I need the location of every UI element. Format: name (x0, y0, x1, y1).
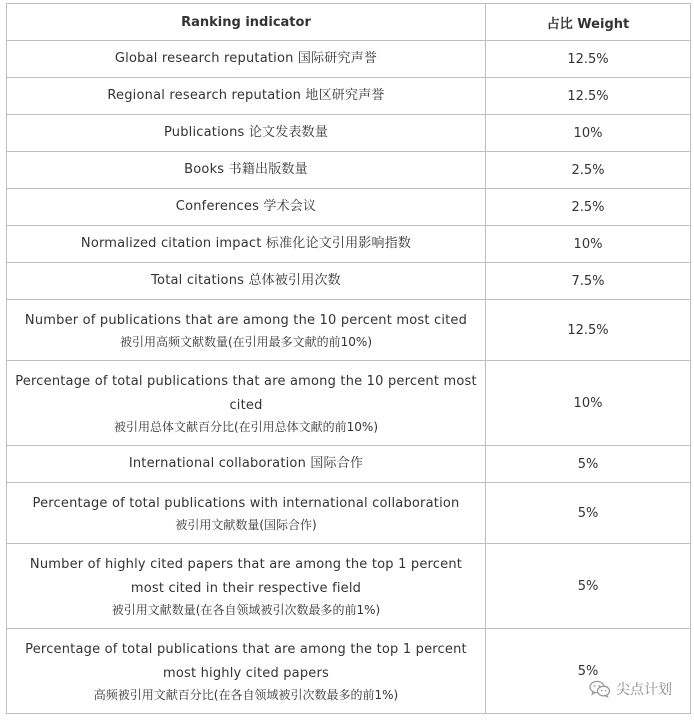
indicator-text: Number of highly cited papers that are among the top 1 percent most cited in their respective field (29, 556, 463, 596)
weight-cell: 10% (486, 115, 691, 152)
table-row (7, 544, 691, 629)
weight-cell: 12.5% (486, 41, 691, 78)
weight-cell: 10% (486, 226, 691, 263)
indicator-text: Number of publications that are among the 10 percent most cited (24, 312, 468, 328)
indicator-text: Normalized citation impact 标准化论文引用影响指数 (80, 236, 412, 251)
watermark-text: 尖点计划 (616, 682, 672, 698)
ranking-indicator-table (6, 3, 691, 714)
ranking-indicator-cell (7, 78, 486, 115)
header-ranking-indicator: Ranking indicator (7, 4, 486, 41)
indicator-text: International collaboration 国际合作 (128, 456, 364, 471)
weight-cell: 5% (486, 544, 691, 629)
indicator-text: Total citations 总体被引用次数 (151, 273, 341, 288)
indicator-text: Conferences 学术会议 (175, 199, 317, 214)
ranking-indicator-cell (7, 152, 486, 189)
indicator-text: Global research reputation 国际研究声誉 (114, 51, 378, 66)
weight-cell: 5% (486, 483, 691, 544)
ranking-indicator-cell (7, 483, 486, 544)
watermark (589, 679, 672, 699)
indicator-chinese-text: 被引用文献数量(国际合作) (175, 517, 317, 532)
indicator-chinese-text: 被引用总体文献百分比(在引用总体文献的前10%) (113, 419, 379, 434)
ranking-indicator-cell (7, 544, 486, 629)
table-row (7, 78, 691, 115)
weight-cell: 2.5% (486, 152, 691, 189)
weight-cell: 12.5% (486, 300, 691, 361)
ranking-indicator-cell (7, 361, 486, 446)
ranking-indicator-cell (7, 189, 486, 226)
ranking-indicator-cell (7, 115, 486, 152)
ranking-indicator-cell (7, 263, 486, 300)
indicator-text: Books 书籍出版数量 (184, 162, 308, 177)
ranking-indicator-cell (7, 41, 486, 78)
indicator-text: Regional research reputation 地区研究声誉 (107, 88, 385, 103)
ranking-table-container (6, 3, 690, 714)
header-weight: 占比 Weight (486, 4, 691, 41)
wechat-icon (589, 680, 611, 698)
table-row (7, 300, 691, 361)
table-row (7, 226, 691, 263)
ranking-indicator-cell (7, 446, 486, 483)
ranking-indicator-cell (7, 226, 486, 263)
indicator-text: Percentage of total publications that are among the top 1 percent most highly cited papers (25, 641, 467, 681)
table-row (7, 115, 691, 152)
indicator-text: Percentage of total publications with international collaboration (32, 495, 460, 511)
table-header-row (7, 4, 691, 41)
table-row (7, 152, 691, 189)
weight-cell: 2.5% (486, 189, 691, 226)
weight-cell: 7.5% (486, 263, 691, 300)
weight-cell: 5% (486, 629, 691, 714)
table-row (7, 629, 691, 714)
table-row (7, 41, 691, 78)
indicator-chinese-text: 被引用高频文献数量(在引用最多文献的前10%) (119, 334, 373, 349)
indicator-text: Percentage of total publications that are among the 10 percent most cited (15, 373, 477, 413)
ranking-indicator-cell (7, 300, 486, 361)
table-row (7, 189, 691, 226)
indicator-chinese-text: 被引用文献数量(在各自领域被引次数最多的前1%) (111, 602, 381, 617)
weight-cell: 5% (486, 446, 691, 483)
ranking-indicator-cell (7, 629, 486, 714)
indicator-text: Publications 论文发表数量 (163, 125, 329, 140)
weight-cell: 10% (486, 361, 691, 446)
table-row (7, 361, 691, 446)
indicator-chinese-text: 高频被引用文献百分比(在各自领域被引次数最多的前1%) (93, 687, 399, 702)
table-row (7, 483, 691, 544)
weight-cell: 12.5% (486, 78, 691, 115)
table-row (7, 446, 691, 483)
table-row (7, 263, 691, 300)
